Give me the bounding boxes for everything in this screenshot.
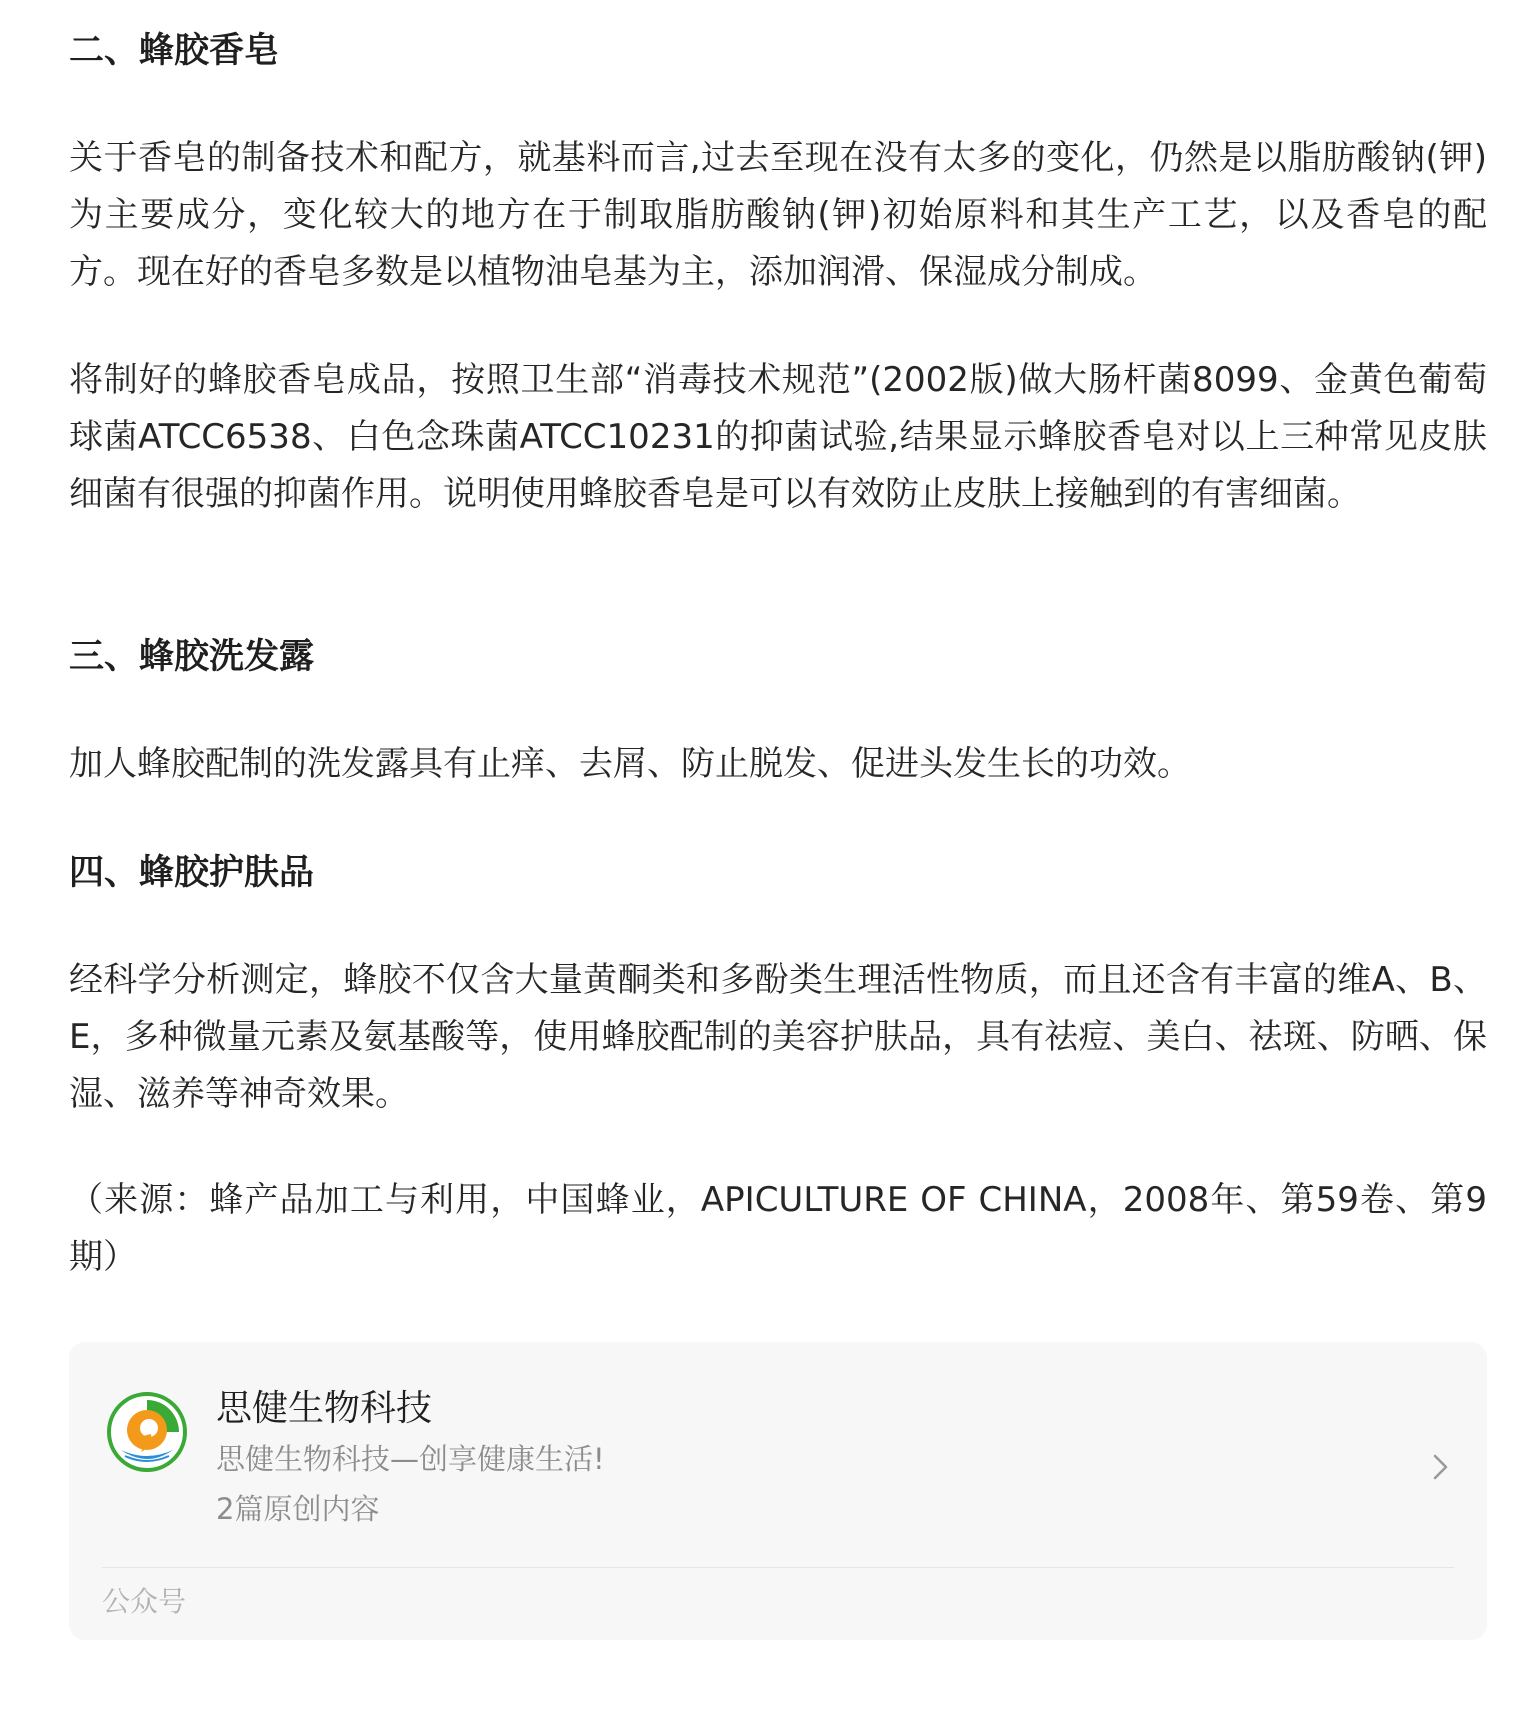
section-heading-shampoo: 三、蜂胶洗发露 (69, 637, 315, 677)
account-card[interactable] (69, 1342, 1487, 1640)
paragraph-skincare: 经科学分析测定，蜂胶不仅含大量黄酮类和多酚类生理活性物质，而且还含有丰富的维A、B、E，多种微量元素及氨基酸等，使用蜂胶配制的美容护肤品，具有祛痘、美白、祛斑、防晒、保湿、滋养等神奇效果。 (69, 960, 1487, 1114)
account-type-label: 公众号 (102, 1585, 187, 1618)
section-heading-skincare: 四、蜂胶护肤品 (69, 853, 315, 893)
section-heading-soap: 二、蜂胶香皂 (69, 31, 280, 71)
paragraph-soap-test: 将制好的蜂胶香皂成品，按照卫生部“消毒技术规范”(2002版)做大肠杆菌8099、金黄色葡萄球菌ATCC6538、白色念珠菌ATCC10231的抑菌试验,结果显示蜂胶香皂对以上三种常见皮肤细菌有很强的抑菌作用。说明使用蜂胶香皂是可以有效防止皮肤上接触到的有害细菌。 (69, 360, 1487, 514)
account-description: 思健生物科技—创享健康生活! (216, 1442, 605, 1476)
account-name: 思健生物科技 (216, 1388, 433, 1429)
paragraph-shampoo: 加人蜂胶配制的洗发露具有止痒、去屑、防止脱发、促进头发生长的功效。 (69, 744, 1191, 784)
source-citation: （来源：蜂产品加工与利用，中国蜂业，APICULTURE OF CHINA，2008年、第59卷、第9期） (69, 1180, 1487, 1277)
card-divider (102, 1567, 1454, 1568)
paragraph-soap-recipe: 关于香皂的制备技术和配方，就基料而言,过去至现在没有太多的变化，仍然是以脂肪酸钠(钾)为主要成分，变化较大的地方在于制取脂肪酸钠(钾)初始原料和其生产工艺，以及香皂的配方。现在好的香皂多数是以植物油皂基为主，添加润滑、保湿成分制成。 (69, 138, 1487, 292)
chevron-right-icon[interactable] (1425, 1452, 1455, 1482)
sijian-logo-icon (107, 1392, 187, 1472)
original-count: 2篇原创内容 (216, 1492, 380, 1526)
